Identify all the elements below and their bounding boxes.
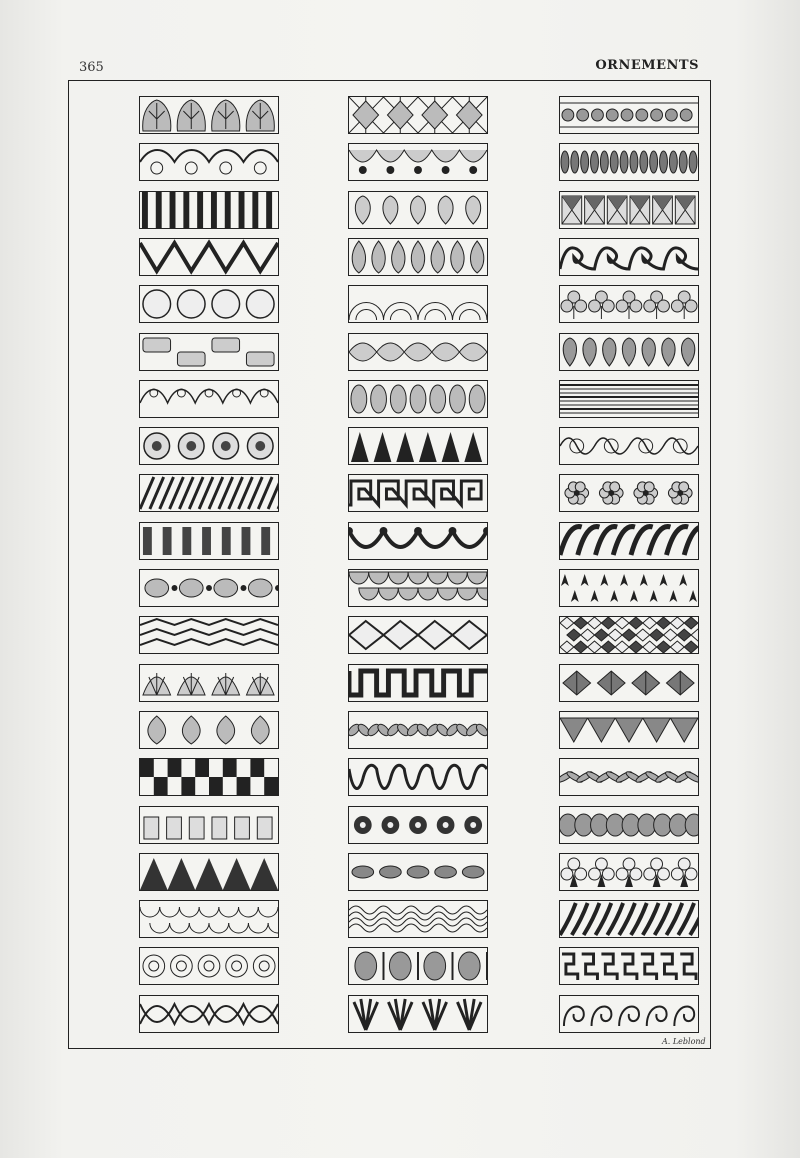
ornament-swatch-scroll xyxy=(139,143,279,181)
ornament-swatch-imbrication xyxy=(348,569,488,607)
ornament-swatch-discs xyxy=(139,285,279,323)
ornament-pattern xyxy=(560,901,698,937)
ornament-swatch-olives xyxy=(348,853,488,891)
ornament-swatch-stars xyxy=(348,96,488,134)
ornament-pattern xyxy=(560,144,698,180)
ornament-swatch-clubs xyxy=(559,853,699,891)
ornament-swatch-vitruvian xyxy=(559,238,699,276)
ornament-pattern xyxy=(349,144,487,180)
ornament-swatch-pearls xyxy=(559,96,699,134)
ornament-pattern xyxy=(560,192,698,228)
ornament-swatch-palmettes xyxy=(348,995,488,1033)
ornament-swatch-waterleaves xyxy=(348,238,488,276)
ornament-swatch-leaves xyxy=(139,96,279,134)
ornament-pattern xyxy=(140,807,278,843)
ornament-pattern xyxy=(560,807,698,843)
ornament-pattern xyxy=(140,854,278,890)
ornament-pattern xyxy=(560,286,698,322)
ornament-pattern xyxy=(560,996,698,1032)
ornament-pattern xyxy=(560,239,698,275)
ornament-swatch-spirals xyxy=(139,947,279,985)
ornament-pattern xyxy=(560,759,698,795)
ornament-pattern xyxy=(349,807,487,843)
ornament-pattern xyxy=(560,570,698,606)
ornament-swatch-rope xyxy=(139,474,279,512)
ornament-pattern xyxy=(140,239,278,275)
ornament-swatch-drops xyxy=(348,427,488,465)
ornament-pattern xyxy=(140,901,278,937)
ornament-swatch-festoons xyxy=(348,143,488,181)
ornament-swatch-buttons xyxy=(139,427,279,465)
artist-signature: A. Leblond xyxy=(662,1037,706,1046)
ornament-pattern xyxy=(349,570,487,606)
ornament-swatch-interlace xyxy=(139,995,279,1033)
ornament-swatch-ermine xyxy=(559,569,699,607)
ornament-pattern xyxy=(349,381,487,417)
ornament-pattern xyxy=(140,617,278,653)
ornament-swatch-beads xyxy=(139,569,279,607)
ornament-swatch-loops xyxy=(139,380,279,418)
ornament-swatch-flatheads xyxy=(559,711,699,749)
ornament-swatch-lines xyxy=(559,380,699,418)
ornament-swatch-lozenges xyxy=(348,616,488,654)
ornament-swatch-ribbon xyxy=(559,522,699,560)
ornament-swatch-zigzag xyxy=(139,238,279,276)
ornament-swatch-scales xyxy=(139,900,279,938)
ornament-pattern xyxy=(349,665,487,701)
ornament-pattern xyxy=(560,523,698,559)
ornament-pattern xyxy=(140,996,278,1032)
ornament-pattern xyxy=(560,428,698,464)
ornament-pattern xyxy=(349,523,487,559)
ornament-swatch-nebuly xyxy=(348,758,488,796)
ornament-pattern xyxy=(560,665,698,701)
ornament-swatch-arches xyxy=(348,285,488,323)
ornament-swatch-sawteeth xyxy=(139,853,279,891)
ornament-swatch-hearts xyxy=(559,333,699,371)
ornament-swatch-greek xyxy=(348,474,488,512)
ornament-pattern xyxy=(560,948,698,984)
ornament-swatch-fleurons xyxy=(139,711,279,749)
ornament-swatch-rosettes xyxy=(559,474,699,512)
ornament-pattern xyxy=(560,712,698,748)
ornament-pattern xyxy=(140,334,278,370)
ornament-swatch-meander xyxy=(348,664,488,702)
ornament-pattern xyxy=(349,854,487,890)
ornament-pattern xyxy=(349,428,487,464)
ornament-swatch-laurel xyxy=(559,758,699,796)
page-title: ORNEMENTS xyxy=(595,58,699,73)
ornament-swatch-coins xyxy=(559,143,699,181)
ornament-pattern xyxy=(140,144,278,180)
ornament-pattern xyxy=(560,475,698,511)
ornament-swatch-lattice xyxy=(559,616,699,654)
ornament-pattern xyxy=(560,334,698,370)
ornament-pattern xyxy=(140,712,278,748)
ornament-pattern xyxy=(349,996,487,1032)
ornament-pattern xyxy=(140,192,278,228)
ornament-swatch-garland xyxy=(348,522,488,560)
ornament-pattern xyxy=(140,665,278,701)
ornament-swatch-stripes xyxy=(139,191,279,229)
ornament-pattern xyxy=(349,192,487,228)
ornament-swatch-twist xyxy=(559,806,699,844)
ornament-pattern xyxy=(140,759,278,795)
ornament-swatch-vines xyxy=(559,427,699,465)
ornament-pattern xyxy=(349,97,487,133)
ornament-pattern xyxy=(140,475,278,511)
ornament-pattern xyxy=(349,286,487,322)
ornament-pattern xyxy=(560,854,698,890)
ornament-swatch-billets xyxy=(139,333,279,371)
ornament-pattern xyxy=(140,97,278,133)
ornament-swatch-braid xyxy=(348,711,488,749)
ornament-pattern xyxy=(349,617,487,653)
ornament-swatch-diamonds xyxy=(559,191,699,229)
ornament-pattern xyxy=(349,759,487,795)
ornament-pattern xyxy=(349,948,487,984)
ornament-pattern xyxy=(140,428,278,464)
ornament-swatch-volutes xyxy=(559,995,699,1033)
ornament-swatch-eggdart xyxy=(348,947,488,985)
ornament-pattern xyxy=(560,97,698,133)
ornament-swatch-niello xyxy=(348,806,488,844)
ornament-swatch-checker xyxy=(139,758,279,796)
ornament-pattern xyxy=(349,712,487,748)
ornament-pattern xyxy=(349,239,487,275)
ornament-swatch-gadroons xyxy=(348,380,488,418)
ornament-pattern xyxy=(560,617,698,653)
ornament-swatch-quatrefoil xyxy=(559,285,699,323)
ornament-swatch-shells xyxy=(139,664,279,702)
ornament-swatch-foliage xyxy=(348,191,488,229)
ornament-pattern xyxy=(140,286,278,322)
ornament-pattern xyxy=(349,475,487,511)
ornament-pattern xyxy=(560,381,698,417)
ornament-pattern xyxy=(140,570,278,606)
ornament-swatch-nailheads xyxy=(559,664,699,702)
ornament-swatch-vermiculation xyxy=(559,947,699,985)
ornament-pattern xyxy=(349,334,487,370)
page-number: 365 xyxy=(79,60,104,75)
ornament-pattern xyxy=(140,381,278,417)
ornament-pattern xyxy=(140,523,278,559)
ornament-pattern xyxy=(140,948,278,984)
ornament-swatch-chevrons xyxy=(139,616,279,654)
ornament-swatch-channels xyxy=(139,522,279,560)
ornament-swatch-waves xyxy=(348,900,488,938)
ornament-swatch-plait xyxy=(559,900,699,938)
ornament-swatch-dentils xyxy=(139,806,279,844)
ornament-pattern xyxy=(349,901,487,937)
ornament-swatch-spindles xyxy=(348,333,488,371)
